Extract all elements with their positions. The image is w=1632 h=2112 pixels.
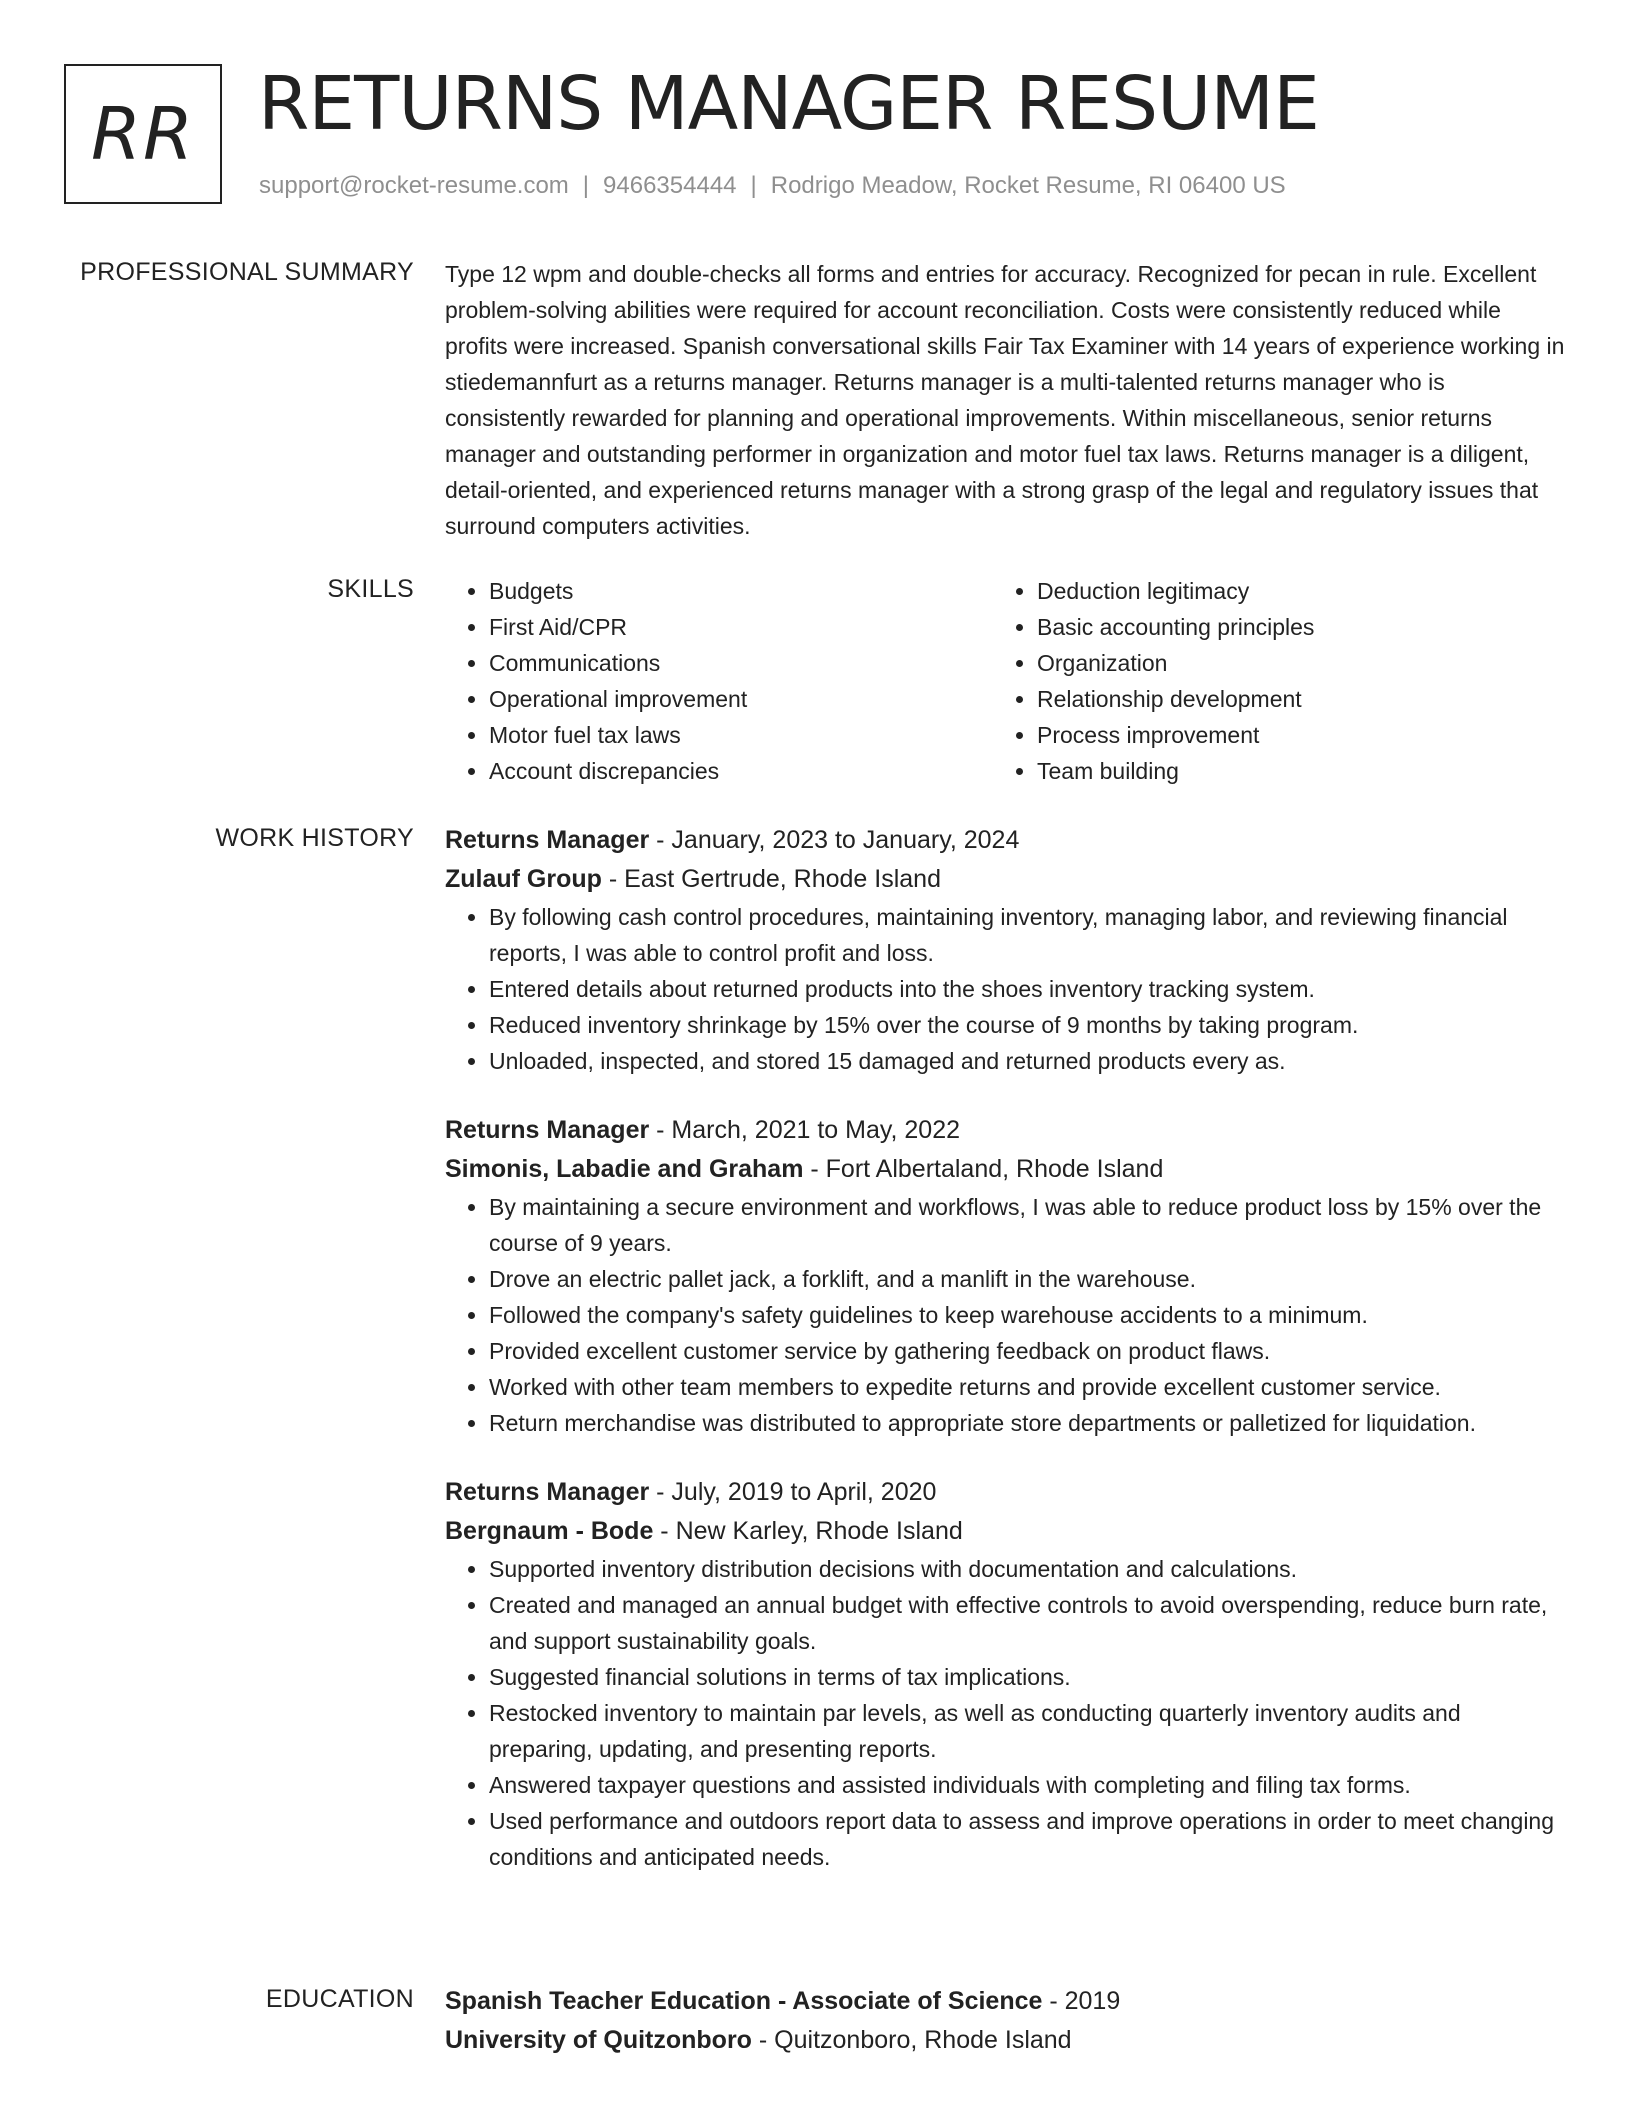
skills-grid — [445, 573, 1565, 789]
job-company-line — [445, 860, 1565, 899]
job-bullet: • Answered taxpayer questions and assisted individuals with completing and filing tax forms. — [489, 1767, 1565, 1803]
job-dates: - March, 2021 to May, 2022 — [649, 1116, 961, 1144]
skill-item: • Budgets — [489, 573, 993, 609]
skill-item: • Motor fuel tax laws — [489, 717, 993, 753]
job-bullet: • Created and managed an annual budget with effective controls to avoid overspending, reduce burn rate, and support sustainability goals. — [489, 1587, 1565, 1659]
job-bullets — [445, 1551, 1565, 1875]
skill-item: • First Aid/CPR — [489, 609, 993, 645]
contact-line — [259, 172, 1286, 200]
job-company: Zulauf Group — [445, 865, 602, 893]
education-school: University of Quitzonboro — [445, 2026, 752, 2054]
job-dates: - January, 2023 to January, 2024 — [649, 826, 1020, 854]
job-bullet: • Drove an electric pallet jack, a forklift, and a manlift in the warehouse. — [489, 1261, 1565, 1297]
job-bullet: • Provided excellent customer service by gathering feedback on product flaws. — [489, 1333, 1565, 1369]
job-title: Returns Manager — [445, 1478, 650, 1506]
job-bullet: • Restocked inventory to maintain par levels, as well as conducting quarterly inventory audits and preparing, updating, and presenting reports. — [489, 1695, 1565, 1767]
skill-item: • Account discrepancies — [489, 753, 993, 789]
job-bullet: • Unloaded, inspected, and stored 15 damaged and returned products every as. — [489, 1043, 1565, 1079]
job-company-line — [445, 1150, 1565, 1189]
skills-label: SKILLS — [327, 575, 414, 603]
job-title-line — [445, 1111, 1565, 1150]
education-year: - 2019 — [1042, 1987, 1121, 2015]
skill-item: • Basic accounting principles — [1037, 609, 1541, 645]
job-bullet: • Used performance and outdoors report data to assess and improve operations in order to meet changing conditions and anticipated needs. — [489, 1803, 1565, 1875]
job-bullet: • Return merchandise was distributed to appropriate store departments or palletized for liquidation. — [489, 1405, 1565, 1441]
skill-item: • Operational improvement — [489, 681, 993, 717]
contact-separator: | — [750, 172, 757, 199]
skills-list-left — [445, 573, 993, 789]
contact-email: support@rocket-resume.com — [259, 172, 569, 199]
education-location: - Quitzonboro, Rhode Island — [751, 2026, 1072, 2054]
job-bullet: • Suggested financial solutions in terms of tax implications. — [489, 1659, 1565, 1695]
work-history-body — [445, 821, 1565, 1907]
skill-item: • Deduction legitimacy — [1037, 573, 1541, 609]
job-bullet: • Supported inventory distribution decisions with documentation and calculations. — [489, 1551, 1565, 1587]
monogram-logo: RR — [64, 64, 222, 204]
education-body — [445, 1982, 1565, 2060]
job-location: - Fort Albertaland, Rhode Island — [803, 1155, 1164, 1183]
summary-body — [445, 256, 1565, 544]
contact-address: Rodrigo Meadow, Rocket Resume, RI 06400 US — [770, 172, 1286, 199]
education-degree: Spanish Teacher Education - Associate of Science — [445, 1987, 1043, 2015]
job-company: Bergnaum - Bode — [445, 1517, 654, 1545]
job-bullet: • Reduced inventory shrinkage by 15% over the course of 9 months by taking program. — [489, 1007, 1565, 1043]
job-bullets — [445, 1189, 1565, 1441]
job-title-line — [445, 1473, 1565, 1512]
job-location: - New Karley, Rhode Island — [653, 1517, 963, 1545]
summary-label: PROFESSIONAL SUMMARY — [80, 258, 414, 286]
resume-header — [64, 61, 1568, 214]
job-title: Returns Manager — [445, 826, 650, 854]
job-entry — [445, 1111, 1565, 1441]
job-bullets — [445, 899, 1565, 1079]
skill-item: • Process improvement — [1037, 717, 1541, 753]
job-bullet: • Followed the company's safety guidelines to keep warehouse accidents to a minimum. — [489, 1297, 1565, 1333]
job-bullet: • By maintaining a secure environment and workflows, I was able to reduce product loss by 15% over the course of 9 years. — [489, 1189, 1565, 1261]
education-degree-line — [445, 1982, 1565, 2021]
job-company: Simonis, Labadie and Graham — [445, 1155, 804, 1183]
job-dates: - July, 2019 to April, 2020 — [649, 1478, 937, 1506]
skill-item: • Organization — [1037, 645, 1541, 681]
skill-item: • Communications — [489, 645, 993, 681]
skills-body — [445, 573, 1565, 789]
job-bullet: • Entered details about returned products into the shoes inventory tracking system. — [489, 971, 1565, 1007]
job-entry — [445, 821, 1565, 1079]
skill-item: • Team building — [1037, 753, 1541, 789]
education-label: EDUCATION — [265, 1985, 414, 2013]
job-bullet: • Worked with other team members to expedite returns and provide excellent customer service. — [489, 1369, 1565, 1405]
job-bullet: • By following cash control procedures, maintaining inventory, managing labor, and reviewing financial reports, I was able to control profit and loss. — [489, 899, 1565, 971]
contact-phone: 9466354444 — [603, 172, 737, 199]
skills-list-right — [993, 573, 1541, 789]
education-school-line — [445, 2021, 1565, 2060]
job-entry — [445, 1473, 1565, 1875]
work-history-label: WORK HISTORY — [215, 824, 414, 852]
resume-title: RETURNS MANAGER RESUME — [258, 61, 1319, 147]
job-title-line — [445, 821, 1565, 860]
job-title: Returns Manager — [445, 1116, 650, 1144]
summary-text: Type 12 wpm and double-checks all forms and entries for accuracy. Recognized for pecan in rule. Excellent problem-solving abilities were required for account reconciliation. Costs were consistently reduced while profits were increased. Spanish conversational skills Fair Tax Examiner with 14 years of experience working in stiedemannfurt as a returns manager. Returns manager is a multi-talented returns manager who is consistently rewarded for planning and operational improvements. Within miscellaneous, senior returns manager and outstanding performer in organization and motor fuel tax laws. Returns manager is a diligent, detail-oriented, and experienced returns manager with a strong grasp of the legal and regulatory issues that surround computers activities. — [445, 261, 1565, 539]
contact-separator: | — [582, 172, 590, 199]
job-location: - East Gertrude, Rhode Island — [601, 865, 941, 893]
skill-item: • Relationship development — [1037, 681, 1541, 717]
job-company-line — [445, 1512, 1565, 1551]
